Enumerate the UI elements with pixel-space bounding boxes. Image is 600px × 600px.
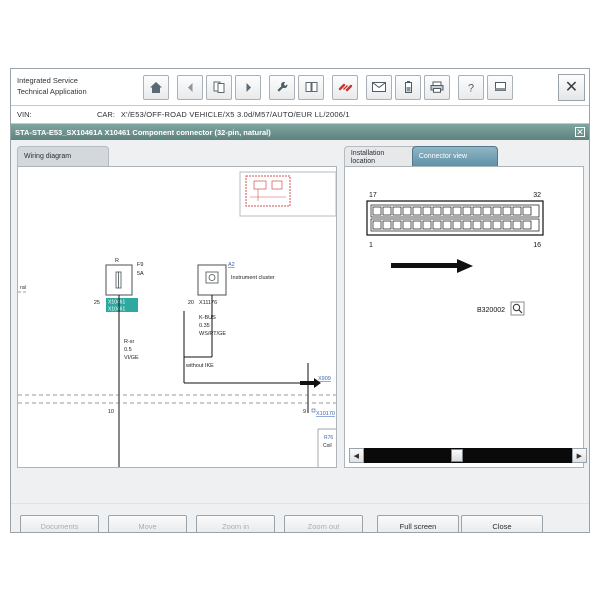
scroll-left-arrow-icon[interactable]: ◀ — [349, 448, 364, 463]
svg-text:10: 10 — [107, 409, 114, 415]
svg-text:X10170: X10170 — [316, 411, 335, 417]
close-window-button[interactable]: ✕ — [558, 74, 585, 101]
svg-text:WS/RT/GE: WS/RT/GE — [199, 331, 227, 337]
tab-wiring-diagram-label: Wiring diagram — [24, 152, 72, 160]
svg-text:A2: A2 — [228, 262, 235, 268]
svg-text:R76: R76 — [324, 435, 334, 441]
wiring-diagram-canvas[interactable] — [17, 166, 337, 468]
home-icon[interactable] — [143, 75, 169, 100]
vin-bar — [11, 106, 589, 124]
svg-text:0.5: 0.5 — [124, 347, 132, 353]
application-window — [10, 68, 590, 533]
minimize-icon[interactable] — [487, 75, 513, 100]
zoom-out-button[interactable]: Zoom out — [284, 515, 363, 534]
connector-horizontal-scrollbar[interactable] — [349, 448, 587, 463]
document-title-bar — [11, 124, 589, 140]
back-arrow-icon[interactable] — [177, 75, 203, 100]
documents-icon[interactable] — [298, 75, 324, 100]
wiring-diagram-svg — [18, 167, 336, 467]
content-area — [11, 140, 589, 503]
svg-text:16: 16 — [533, 242, 541, 249]
document-title: STA-STA-E53_SX10461A X10461 Component connector (32-pin, natural) — [15, 127, 271, 137]
header-toolbar — [11, 69, 589, 106]
wiring-diagram-panel — [11, 140, 340, 503]
documents-button[interactable]: Documents — [20, 515, 99, 534]
close-button[interactable]: Close — [461, 515, 543, 534]
toolbar — [143, 75, 513, 100]
svg-text:17: 17 — [368, 192, 377, 199]
tab-installation-location[interactable] — [344, 146, 422, 168]
svg-text:F9: F9 — [137, 262, 144, 268]
wiring-tab-row — [11, 140, 340, 166]
move-button[interactable]: Move — [108, 515, 187, 534]
tab-installation-location-label-1: Installation — [350, 149, 385, 157]
scrollbar-thumb[interactable] — [451, 449, 463, 462]
svg-text:X909: X909 — [318, 376, 331, 382]
app-title-line1: Integrated Service — [17, 76, 78, 86]
svg-text:X10461: X10461 — [108, 306, 126, 313]
svg-text:R-sr: R-sr — [124, 339, 135, 345]
forward-arrow-icon[interactable] — [235, 75, 261, 100]
app-title — [11, 76, 137, 98]
svg-text:nsl: nsl — [20, 285, 27, 291]
svg-text:without IKE: without IKE — [186, 363, 214, 369]
help-question-icon[interactable] — [458, 75, 484, 100]
footer-button-bar — [11, 503, 589, 533]
battery-icon[interactable] — [395, 75, 421, 100]
connector-view-panel — [340, 140, 589, 503]
svg-text:X10461: X10461 — [108, 299, 126, 306]
tab-installation-location-label-2: location — [350, 158, 375, 165]
printer-icon[interactable] — [424, 75, 450, 100]
wrench-icon[interactable] — [269, 75, 295, 100]
copy-pages-icon[interactable] — [206, 75, 232, 100]
connector-view-svg — [345, 167, 583, 467]
svg-text:1: 1 — [368, 242, 373, 249]
svg-text:Instrument cluster: Instrument cluster — [231, 275, 275, 281]
svg-text:B320002: B320002 — [476, 307, 505, 314]
connector-tab-row — [340, 140, 589, 166]
svg-text:R: R — [115, 258, 119, 264]
svg-text:25: 25 — [93, 300, 100, 306]
scroll-right-arrow-icon[interactable]: ▶ — [572, 448, 587, 463]
link-broken-icon[interactable] — [332, 75, 358, 100]
envelope-icon[interactable] — [366, 75, 392, 100]
tab-connector-view[interactable] — [412, 146, 498, 167]
tab-wiring-diagram[interactable] — [17, 146, 109, 167]
document-close-icon[interactable]: ✕ — [576, 127, 584, 137]
zoom-in-button[interactable]: Zoom in — [196, 515, 275, 534]
svg-text:K-BUS: K-BUS — [199, 315, 216, 321]
svg-text:X11176: X11176 — [199, 300, 218, 306]
connector-view-canvas[interactable] — [344, 166, 584, 468]
scrollbar-track[interactable] — [364, 448, 572, 463]
svg-text:VI/GE: VI/GE — [124, 355, 139, 361]
tab-connector-view-label: Connector view — [418, 152, 468, 160]
svg-text:9: 9 — [302, 409, 306, 415]
app-title-line2: Technical Application — [17, 87, 87, 96]
vin-label: VIN: — [17, 110, 32, 119]
svg-text:?: ? — [467, 82, 475, 94]
svg-text:32: 32 — [533, 192, 541, 199]
svg-text:0.35: 0.35 — [199, 323, 210, 329]
car-value: X'/E53/OFF-ROAD VEHICLE/X5 3.0d/M57/AUTO/EUR LL/2006/1 — [120, 110, 350, 119]
svg-text:5A: 5A — [137, 271, 144, 277]
full-screen-button[interactable]: Full screen — [377, 515, 459, 534]
svg-text:20: 20 — [187, 300, 194, 306]
svg-text:Coil: Coil — [323, 443, 332, 449]
car-label: CAR: — [97, 110, 115, 119]
